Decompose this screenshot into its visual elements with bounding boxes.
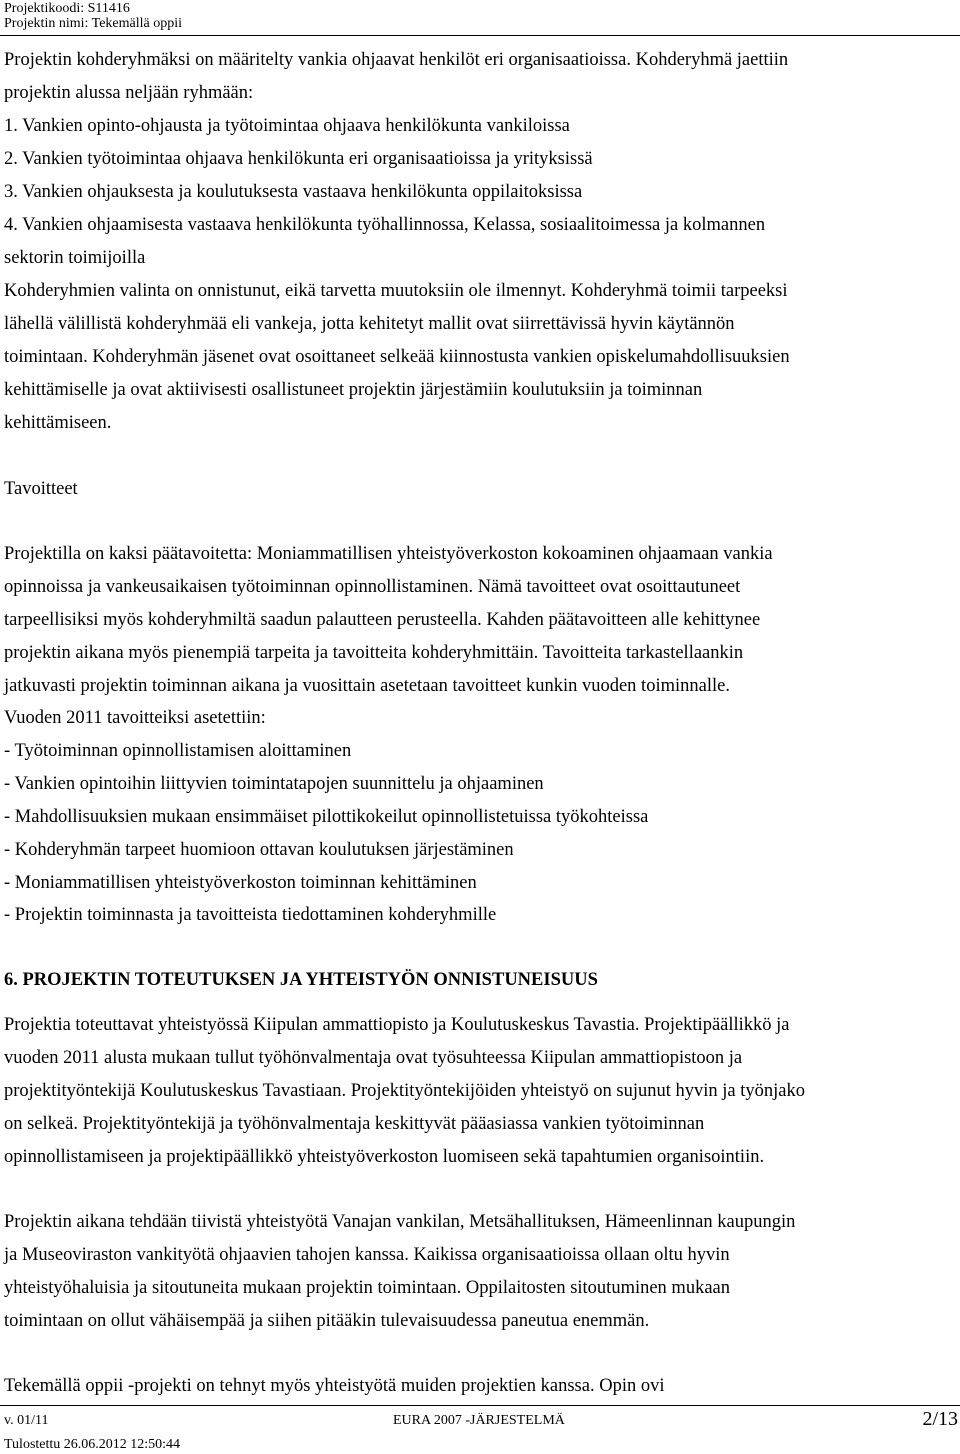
project-code: Projektikoodi: S11416 <box>4 1 130 16</box>
text-line: - Projektin toiminnasta ja tavoitteista tiedottaminen kohderyhmille <box>4 905 497 925</box>
text-line: projektin alussa neljään ryhmään: <box>4 83 254 103</box>
text-line: kehittämiseen. <box>4 413 112 433</box>
text-line: Vuoden 2011 tavoitteiksi asetettiin: <box>4 708 266 728</box>
section-heading: 6. PROJEKTIN TOTEUTUKSEN JA YHTEISTYÖN ONNISTUNEISUUS <box>4 970 598 990</box>
text-line: tarpeellisiksi myös kohderyhmiltä saadun palautteen perusteella. Kahden päätavoitteen alle kehittynee <box>4 610 761 630</box>
footer-version: v. 01/11 <box>4 1413 49 1428</box>
text-line: - Vankien opintoihin liittyvien toimintatapojen suunnittelu ja ohjaaminen <box>4 774 544 794</box>
text-line: - Moniammatillisen yhteistyöverkoston toiminnan kehittäminen <box>4 873 477 893</box>
footer-printed-timestamp: Tulostettu 26.06.2012 12:50:44 <box>4 1437 181 1452</box>
text-line: - Mahdollisuuksien mukaan ensimmäiset pilottikokeilut opinnollistetuissa työkohteissa <box>4 807 649 827</box>
text-line: 3. Vankien ohjauksesta ja koulutuksesta vastaava henkilökunta oppilaitoksissa <box>4 182 583 202</box>
page-number: 2/13 <box>922 1408 958 1430</box>
text-line: - Työtoiminnan opinnollistamisen aloittaminen <box>4 741 352 761</box>
text-line: - Kohderyhmän tarpeet huomioon ottavan koulutuksen järjestäminen <box>4 840 514 860</box>
text-line: Projektin kohderyhmäksi on määritelty vankia ohjaavat henkilöt eri organisaatioissa. Kohderyhmä jaettiin <box>4 50 789 70</box>
text-line: projektityöntekijä Koulutuskeskus Tavastiaan. Projektityöntekijöiden yhteistyö on sujunut hyvin ja työnjako <box>4 1081 805 1101</box>
text-line: 2. Vankien työtoimintaa ohjaava henkilökunta eri organisaatioissa ja yrityksissä <box>4 149 593 169</box>
text-line: yhteistyöhaluisia ja sitoutuneita mukaan projektin toimintaan. Oppilaitosten sitoutuminen mukaan <box>4 1278 730 1298</box>
text-line: toimintaan. Kohderyhmän jäsenet ovat osoittaneet selkeää kiinnostusta vankien opiskelumahdollisuuksien <box>4 347 790 367</box>
text-line: 4. Vankien ohjaamisesta vastaava henkilökunta työhallinnossa, Kelassa, sosiaalitoimessa ja kolmannen <box>4 215 766 235</box>
text-line: Projektilla on kaksi päätavoitetta: Moniammatillisen yhteistyöverkoston kokoaminen ohjaamaan vankia <box>4 544 773 564</box>
text-line: vuoden 2011 alusta mukaan tullut työhönvalmentaja ovat työsuhteessa Kiipulan ammattiopistoon ja <box>4 1048 743 1068</box>
text-line: on selkeä. Projektityöntekijä ja työhönvalmentaja keskittyvät pääasiassa vankien työtoiminnan <box>4 1114 705 1134</box>
text-line: projektin aikana myös pienempiä tarpeita ja tavoitteita kohderyhmittäin. Tavoitteita tarkastellaankin <box>4 643 744 663</box>
project-name: Projektin nimi: Tekemällä oppii <box>4 16 183 31</box>
header-divider <box>0 35 960 36</box>
text-line: Tekemällä oppii -projekti on tehnyt myös yhteistyötä muiden projektien kanssa. Opin ovi <box>4 1376 665 1396</box>
text-line: Projektia toteuttavat yhteistyössä Kiipulan ammattiopisto ja Koulutuskeskus Tavastia. Projektipäällikkö ja <box>4 1015 790 1035</box>
text-line: sektorin toimijoilla <box>4 248 146 268</box>
text-line: opinnollistamiseen ja projektipäällikkö yhteistyöverkoston luomiseen sekä tapahtumien organisointiin. <box>4 1147 765 1167</box>
text-line: 1. Vankien opinto-ohjausta ja työtoimintaa ohjaava henkilökunta vankiloissa <box>4 116 570 136</box>
footer-divider <box>0 1405 960 1406</box>
text-line: ja Museoviraston vankityötä ohjaavien tahojen kanssa. Kaikissa organisaatioissa ollaan oltu hyvin <box>4 1245 730 1265</box>
text-line: Projektin aikana tehdään tiivistä yhteistyötä Vanajan vankilan, Metsähallituksen, Hämeenlinnan kaupungin <box>4 1212 796 1232</box>
footer-system-name: EURA 2007 -JÄRJESTELMÄ <box>393 1413 565 1428</box>
text-line: Kohderyhmien valinta on onnistunut, eikä tarvetta muutoksiin ole ilmennyt. Kohderyhmä toimii tarpeeksi <box>4 281 788 301</box>
text-line: jatkuvasti projektin toiminnan aikana ja vuosittain asetetaan tavoitteet kunkin vuoden toiminnalle. <box>4 676 730 696</box>
text-line: kehittämiselle ja ovat aktiivisesti osallistuneet projektin järjestämiin koulutuksiin ja toiminnan <box>4 380 703 400</box>
text-line: opinnoissa ja vankeusaikaisen työtoiminnan opinnollistaminen. Nämä tavoitteet ovat osoittautuneet <box>4 577 741 597</box>
text-line: toimintaan on ollut vähäisempää ja siihen pitääkin tulevaisuudessa paneutua enemmän. <box>4 1311 650 1331</box>
text-line: lähellä välillistä kohderyhmää eli vankeja, jotta kehitetyt mallit ovat siirrettävissä hyvin käytännön <box>4 314 735 334</box>
text-line: Tavoitteet <box>4 479 78 499</box>
